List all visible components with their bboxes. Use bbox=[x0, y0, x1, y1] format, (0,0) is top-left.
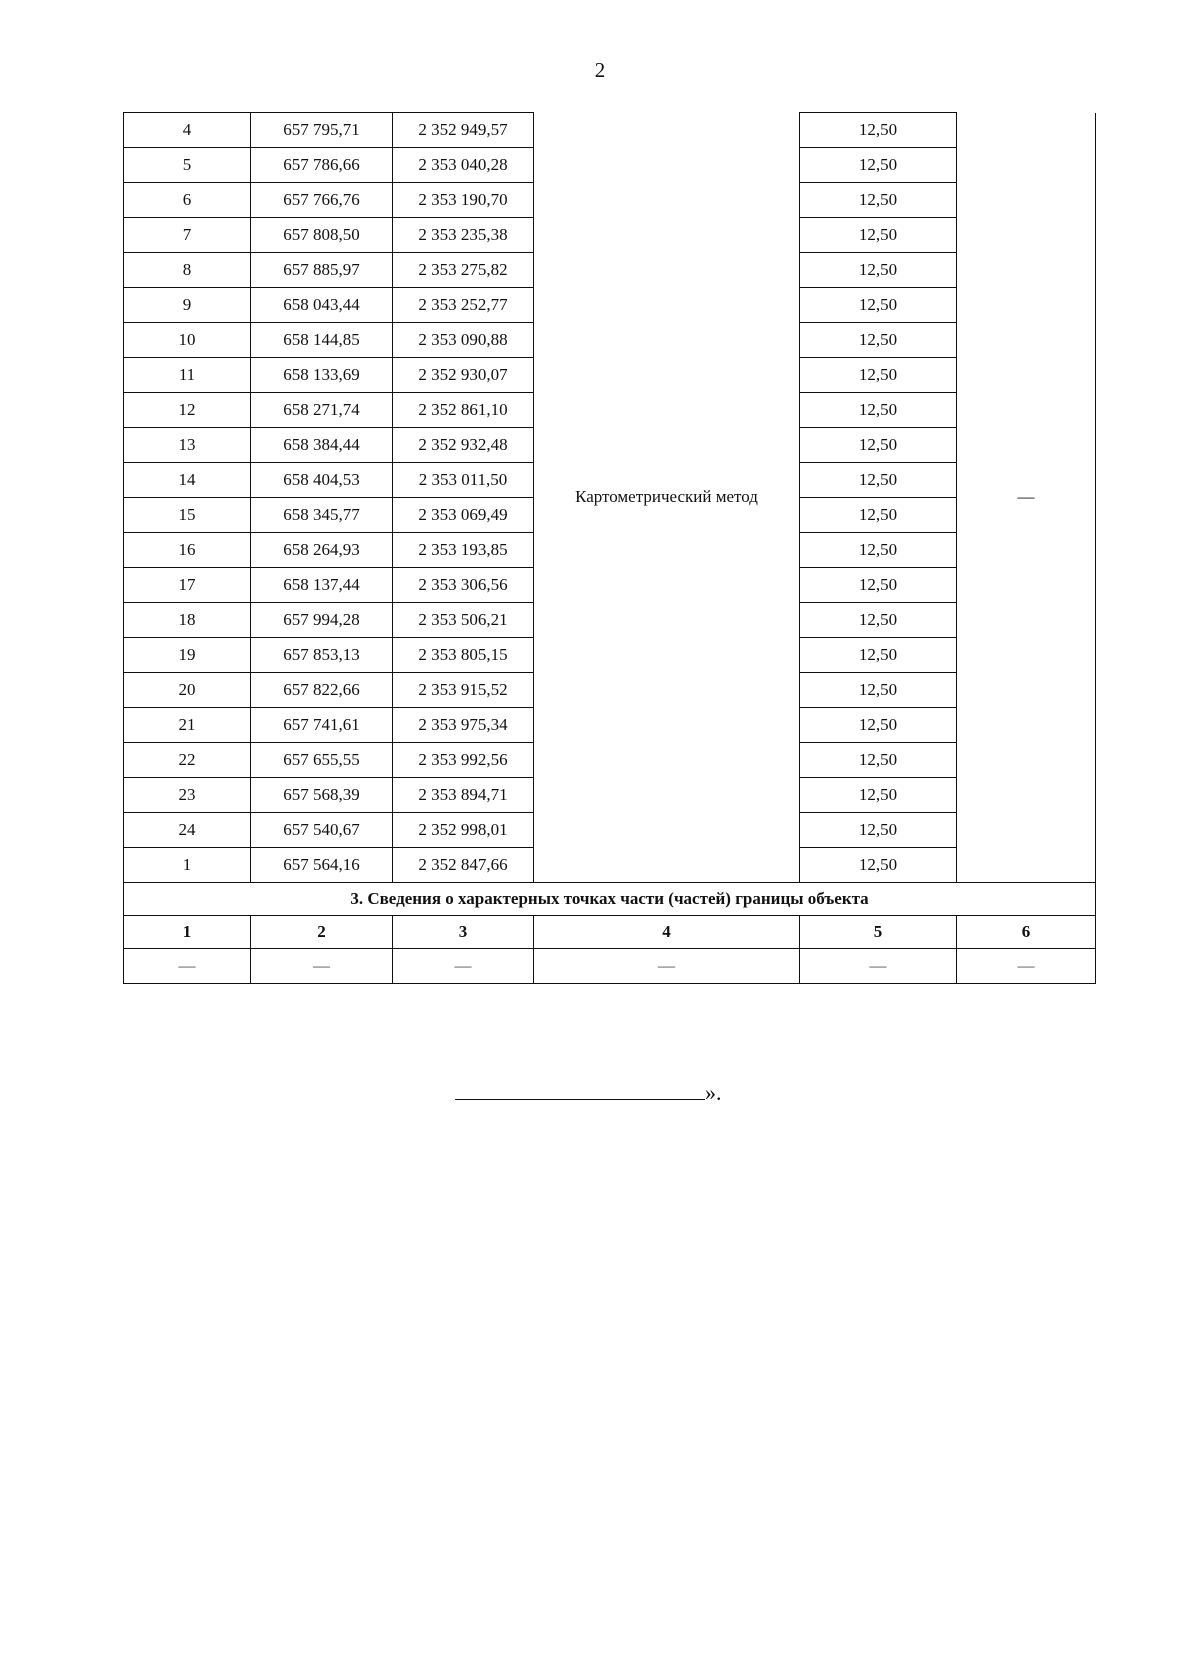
x-coordinate-cell: 657 540,67 bbox=[251, 813, 393, 848]
y-coordinate-cell: 2 353 090,88 bbox=[393, 323, 534, 358]
point-number-cell: 18 bbox=[124, 603, 251, 638]
point-number-cell: 6 bbox=[124, 183, 251, 218]
accuracy-cell: 12,50 bbox=[800, 428, 957, 463]
y-coordinate-cell: 2 353 011,50 bbox=[393, 463, 534, 498]
x-coordinate-cell: 658 133,69 bbox=[251, 358, 393, 393]
col6-value-cell: — bbox=[957, 113, 1096, 883]
y-coordinate-cell: 2 352 861,10 bbox=[393, 393, 534, 428]
point-number-cell: 23 bbox=[124, 778, 251, 813]
section3-value-cell: — bbox=[957, 949, 1096, 984]
point-number-cell: 8 bbox=[124, 253, 251, 288]
point-number-cell: 11 bbox=[124, 358, 251, 393]
accuracy-cell: 12,50 bbox=[800, 708, 957, 743]
accuracy-cell: 12,50 bbox=[800, 463, 957, 498]
point-number-cell: 13 bbox=[124, 428, 251, 463]
y-coordinate-cell: 2 352 949,57 bbox=[393, 113, 534, 148]
boundary-points-table bbox=[123, 112, 1096, 984]
accuracy-cell: 12,50 bbox=[800, 113, 957, 148]
y-coordinate-cell: 2 353 040,28 bbox=[393, 148, 534, 183]
point-number-cell: 17 bbox=[124, 568, 251, 603]
x-coordinate-cell: 657 568,39 bbox=[251, 778, 393, 813]
x-coordinate-cell: 657 786,66 bbox=[251, 148, 393, 183]
accuracy-cell: 12,50 bbox=[800, 638, 957, 673]
y-coordinate-cell: 2 353 975,34 bbox=[393, 708, 534, 743]
section3-header-cell: 3 bbox=[393, 916, 534, 949]
x-coordinate-cell: 657 564,16 bbox=[251, 848, 393, 883]
x-coordinate-cell: 657 795,71 bbox=[251, 113, 393, 148]
point-number-cell: 19 bbox=[124, 638, 251, 673]
points-table-body bbox=[124, 113, 1096, 883]
x-coordinate-cell: 658 137,44 bbox=[251, 568, 393, 603]
section3-value-cell: — bbox=[124, 949, 251, 984]
accuracy-cell: 12,50 bbox=[800, 568, 957, 603]
y-coordinate-cell: 2 352 930,07 bbox=[393, 358, 534, 393]
point-number-cell: 4 bbox=[124, 113, 251, 148]
x-coordinate-cell: 658 404,53 bbox=[251, 463, 393, 498]
accuracy-cell: 12,50 bbox=[800, 253, 957, 288]
x-coordinate-cell: 657 766,76 bbox=[251, 183, 393, 218]
point-number-cell: 21 bbox=[124, 708, 251, 743]
page-number: 2 bbox=[594, 58, 606, 82]
accuracy-cell: 12,50 bbox=[800, 778, 957, 813]
accuracy-cell: 12,50 bbox=[800, 673, 957, 708]
table-row bbox=[124, 113, 1096, 148]
accuracy-cell: 12,50 bbox=[800, 183, 957, 218]
section3-header-cell: 5 bbox=[800, 916, 957, 949]
blank-underline bbox=[455, 1081, 705, 1100]
point-number-cell: 20 bbox=[124, 673, 251, 708]
closing-quote: ». bbox=[705, 1080, 722, 1105]
x-coordinate-cell: 657 853,13 bbox=[251, 638, 393, 673]
y-coordinate-cell: 2 353 992,56 bbox=[393, 743, 534, 778]
x-coordinate-cell: 657 655,55 bbox=[251, 743, 393, 778]
point-number-cell: 24 bbox=[124, 813, 251, 848]
section3-header-cell: 6 bbox=[957, 916, 1096, 949]
section3-value-cell: — bbox=[534, 949, 800, 984]
section3-value-row bbox=[124, 949, 1096, 984]
y-coordinate-cell: 2 352 998,01 bbox=[393, 813, 534, 848]
y-coordinate-cell: 2 353 252,77 bbox=[393, 288, 534, 323]
accuracy-cell: 12,50 bbox=[800, 498, 957, 533]
x-coordinate-cell: 658 043,44 bbox=[251, 288, 393, 323]
method-cell: Картометрический метод bbox=[534, 113, 800, 883]
x-coordinate-cell: 658 345,77 bbox=[251, 498, 393, 533]
x-coordinate-cell: 658 264,93 bbox=[251, 533, 393, 568]
point-number-cell: 16 bbox=[124, 533, 251, 568]
point-number-cell: 7 bbox=[124, 218, 251, 253]
section3-header-cell: 4 bbox=[534, 916, 800, 949]
accuracy-cell: 12,50 bbox=[800, 358, 957, 393]
y-coordinate-cell: 2 353 190,70 bbox=[393, 183, 534, 218]
x-coordinate-cell: 658 384,44 bbox=[251, 428, 393, 463]
accuracy-cell: 12,50 bbox=[800, 743, 957, 778]
point-number-cell: 22 bbox=[124, 743, 251, 778]
section3-value-cell: — bbox=[800, 949, 957, 984]
accuracy-cell: 12,50 bbox=[800, 533, 957, 568]
point-number-cell: 12 bbox=[124, 393, 251, 428]
y-coordinate-cell: 2 352 932,48 bbox=[393, 428, 534, 463]
point-number-cell: 15 bbox=[124, 498, 251, 533]
accuracy-cell: 12,50 bbox=[800, 813, 957, 848]
section3-header-row bbox=[124, 916, 1096, 949]
y-coordinate-cell: 2 352 847,66 bbox=[393, 848, 534, 883]
y-coordinate-cell: 2 353 069,49 bbox=[393, 498, 534, 533]
y-coordinate-cell: 2 353 306,56 bbox=[393, 568, 534, 603]
accuracy-cell: 12,50 bbox=[800, 848, 957, 883]
point-number-cell: 14 bbox=[124, 463, 251, 498]
y-coordinate-cell: 2 353 805,15 bbox=[393, 638, 534, 673]
x-coordinate-cell: 657 994,28 bbox=[251, 603, 393, 638]
y-coordinate-cell: 2 353 235,38 bbox=[393, 218, 534, 253]
section3-header-cell: 1 bbox=[124, 916, 251, 949]
accuracy-cell: 12,50 bbox=[800, 603, 957, 638]
section3-value-cell: — bbox=[393, 949, 534, 984]
y-coordinate-cell: 2 353 193,85 bbox=[393, 533, 534, 568]
y-coordinate-cell: 2 353 506,21 bbox=[393, 603, 534, 638]
accuracy-cell: 12,50 bbox=[800, 323, 957, 358]
point-number-cell: 5 bbox=[124, 148, 251, 183]
accuracy-cell: 12,50 bbox=[800, 288, 957, 323]
section3-header-cell: 2 bbox=[251, 916, 393, 949]
y-coordinate-cell: 2 353 915,52 bbox=[393, 673, 534, 708]
point-number-cell: 9 bbox=[124, 288, 251, 323]
section3-title: 3. Сведения о характерных точках части (частей) границы объекта bbox=[124, 883, 1096, 916]
y-coordinate-cell: 2 353 894,71 bbox=[393, 778, 534, 813]
point-number-cell: 1 bbox=[124, 848, 251, 883]
x-coordinate-cell: 658 271,74 bbox=[251, 393, 393, 428]
point-number-cell: 10 bbox=[124, 323, 251, 358]
accuracy-cell: 12,50 bbox=[800, 218, 957, 253]
x-coordinate-cell: 657 741,61 bbox=[251, 708, 393, 743]
x-coordinate-cell: 658 144,85 bbox=[251, 323, 393, 358]
accuracy-cell: 12,50 bbox=[800, 393, 957, 428]
section3-title-row bbox=[124, 883, 1096, 916]
x-coordinate-cell: 657 885,97 bbox=[251, 253, 393, 288]
x-coordinate-cell: 657 808,50 bbox=[251, 218, 393, 253]
accuracy-cell: 12,50 bbox=[800, 148, 957, 183]
y-coordinate-cell: 2 353 275,82 bbox=[393, 253, 534, 288]
x-coordinate-cell: 657 822,66 bbox=[251, 673, 393, 708]
closing-line bbox=[455, 1080, 735, 1106]
section3-value-cell: — bbox=[251, 949, 393, 984]
